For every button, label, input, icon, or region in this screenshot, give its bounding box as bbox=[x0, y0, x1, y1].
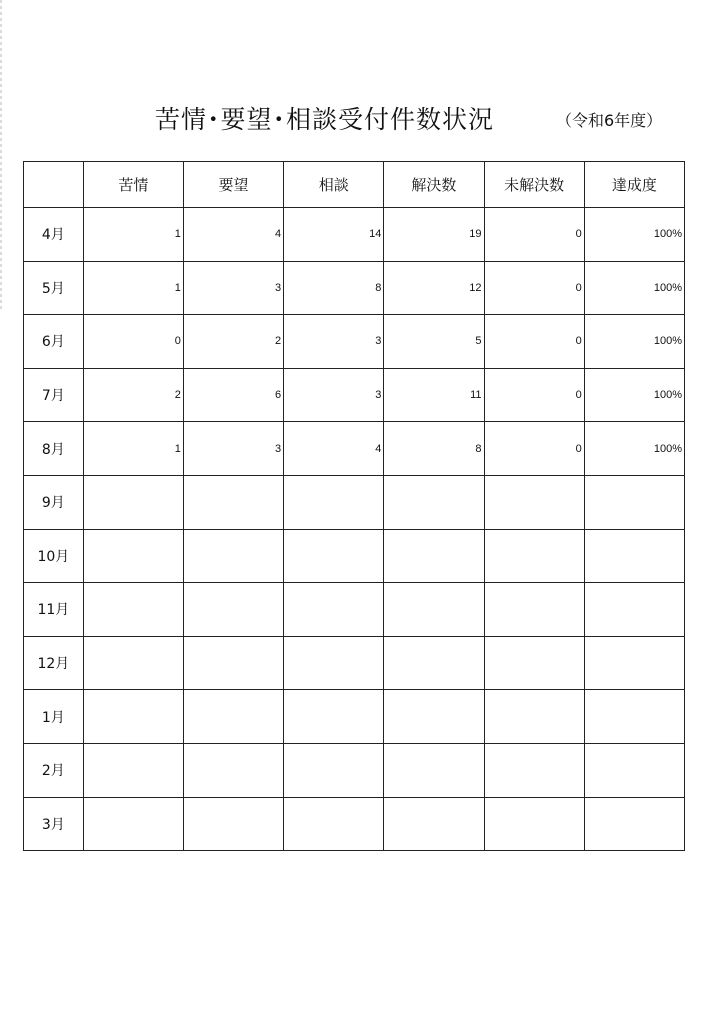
header-consultations: 相談 bbox=[284, 162, 384, 208]
cell-consultations: 3 bbox=[284, 368, 384, 422]
cell-achievement: 100% bbox=[584, 208, 684, 262]
cell-resolved: 12 bbox=[384, 261, 484, 315]
cell-consultations: 14 bbox=[284, 208, 384, 262]
cell-consultations: 8 bbox=[284, 261, 384, 315]
cell-unresolved: 0 bbox=[484, 422, 584, 476]
row-month-label: 7月 bbox=[24, 368, 84, 422]
row-month-label: 10月 bbox=[24, 529, 84, 583]
cell-complaints: 2 bbox=[83, 368, 183, 422]
cell-unresolved bbox=[484, 583, 584, 637]
cell-consultations bbox=[284, 743, 384, 797]
cell-consultations bbox=[284, 583, 384, 637]
cell-achievement: 100% bbox=[584, 315, 684, 369]
cell-requests bbox=[183, 583, 283, 637]
complaints-table bbox=[23, 161, 685, 851]
cell-achievement: 100% bbox=[584, 261, 684, 315]
cell-resolved: 19 bbox=[384, 208, 484, 262]
cell-resolved bbox=[384, 636, 484, 690]
cell-requests: 2 bbox=[183, 315, 283, 369]
cell-requests: 3 bbox=[183, 422, 283, 476]
cell-requests bbox=[183, 475, 283, 529]
cell-achievement: 100% bbox=[584, 368, 684, 422]
cell-unresolved bbox=[484, 636, 584, 690]
table-row bbox=[24, 368, 685, 422]
cell-resolved bbox=[384, 743, 484, 797]
cell-consultations bbox=[284, 475, 384, 529]
cell-unresolved bbox=[484, 690, 584, 744]
row-month-label: 11月 bbox=[24, 583, 84, 637]
cell-unresolved: 0 bbox=[484, 208, 584, 262]
table-row bbox=[24, 208, 685, 262]
cell-consultations bbox=[284, 636, 384, 690]
scan-edge-artifact bbox=[0, 0, 2, 310]
header-requests: 要望 bbox=[183, 162, 283, 208]
cell-resolved bbox=[384, 797, 484, 851]
cell-unresolved bbox=[484, 475, 584, 529]
cell-consultations bbox=[284, 690, 384, 744]
table-row bbox=[24, 529, 685, 583]
cell-unresolved: 0 bbox=[484, 261, 584, 315]
cell-complaints: 0 bbox=[83, 315, 183, 369]
cell-resolved bbox=[384, 475, 484, 529]
row-month-label: 1月 bbox=[24, 690, 84, 744]
cell-unresolved bbox=[484, 797, 584, 851]
header-corner bbox=[24, 162, 84, 208]
cell-resolved: 8 bbox=[384, 422, 484, 476]
cell-resolved bbox=[384, 583, 484, 637]
table-row bbox=[24, 636, 685, 690]
cell-requests bbox=[183, 690, 283, 744]
cell-achievement bbox=[584, 475, 684, 529]
row-month-label: 4月 bbox=[24, 208, 84, 262]
header-resolved: 解決数 bbox=[384, 162, 484, 208]
table-row bbox=[24, 315, 685, 369]
row-month-label: 9月 bbox=[24, 475, 84, 529]
table-row bbox=[24, 690, 685, 744]
cell-achievement bbox=[584, 690, 684, 744]
row-month-label: 6月 bbox=[24, 315, 84, 369]
cell-resolved: 11 bbox=[384, 368, 484, 422]
cell-achievement bbox=[584, 797, 684, 851]
table-header bbox=[24, 162, 685, 208]
cell-consultations: 3 bbox=[284, 315, 384, 369]
cell-requests bbox=[183, 743, 283, 797]
page-title: 苦情･要望･相談受付件数状況 bbox=[155, 105, 495, 134]
header-row bbox=[24, 162, 685, 208]
cell-unresolved bbox=[484, 743, 584, 797]
cell-achievement bbox=[584, 529, 684, 583]
cell-consultations bbox=[284, 797, 384, 851]
cell-unresolved: 0 bbox=[484, 315, 584, 369]
cell-complaints bbox=[83, 743, 183, 797]
header-achievement: 達成度 bbox=[584, 162, 684, 208]
row-month-label: 2月 bbox=[24, 743, 84, 797]
cell-complaints bbox=[83, 475, 183, 529]
cell-requests: 6 bbox=[183, 368, 283, 422]
table-row bbox=[24, 797, 685, 851]
cell-unresolved bbox=[484, 529, 584, 583]
cell-complaints: 1 bbox=[83, 422, 183, 476]
table-body bbox=[24, 208, 685, 851]
cell-complaints: 1 bbox=[83, 208, 183, 262]
cell-complaints bbox=[83, 636, 183, 690]
cell-resolved: 5 bbox=[384, 315, 484, 369]
cell-consultations bbox=[284, 529, 384, 583]
row-month-label: 5月 bbox=[24, 261, 84, 315]
cell-complaints bbox=[83, 529, 183, 583]
cell-resolved bbox=[384, 690, 484, 744]
fiscal-year-label: （令和6年度） bbox=[556, 111, 663, 130]
cell-requests bbox=[183, 529, 283, 583]
cell-achievement: 100% bbox=[584, 422, 684, 476]
cell-complaints bbox=[83, 797, 183, 851]
row-month-label: 8月 bbox=[24, 422, 84, 476]
table-row bbox=[24, 422, 685, 476]
row-month-label: 12月 bbox=[24, 636, 84, 690]
table-row bbox=[24, 475, 685, 529]
cell-requests: 3 bbox=[183, 261, 283, 315]
cell-achievement bbox=[584, 636, 684, 690]
cell-consultations: 4 bbox=[284, 422, 384, 476]
header-unresolved: 未解決数 bbox=[484, 162, 584, 208]
table-row bbox=[24, 743, 685, 797]
cell-complaints bbox=[83, 583, 183, 637]
cell-resolved bbox=[384, 529, 484, 583]
cell-complaints bbox=[83, 690, 183, 744]
table-row bbox=[24, 583, 685, 637]
cell-complaints: 1 bbox=[83, 261, 183, 315]
cell-requests bbox=[183, 797, 283, 851]
cell-achievement bbox=[584, 743, 684, 797]
header-complaints: 苦情 bbox=[83, 162, 183, 208]
cell-unresolved: 0 bbox=[484, 368, 584, 422]
row-month-label: 3月 bbox=[24, 797, 84, 851]
cell-achievement bbox=[584, 583, 684, 637]
cell-requests: 4 bbox=[183, 208, 283, 262]
table-row bbox=[24, 261, 685, 315]
cell-requests bbox=[183, 636, 283, 690]
